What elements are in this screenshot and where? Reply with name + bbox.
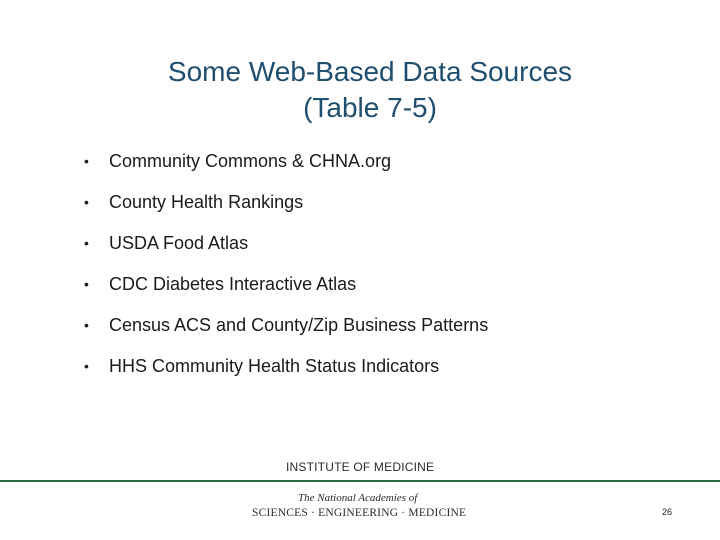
bullet-list (84, 146, 488, 392)
bullet-dot: • (84, 317, 89, 333)
bullet-dot: • (84, 235, 89, 251)
bullet-item (84, 351, 488, 392)
bullet-text: HHS Community Health Status Indicators (109, 356, 440, 376)
national-academies-logo-line-2: SCIENCES · ENGINEERING · MEDICINE (252, 507, 467, 519)
bullet-dot: • (84, 194, 89, 210)
title-line-2: (Table 7-5) (303, 92, 437, 123)
bullet-dot: • (84, 358, 89, 374)
institute-of-medicine-label: INSTITUTE OF MEDICINE (286, 460, 435, 474)
bullet-item (84, 269, 488, 310)
bullet-text: CDC Diabetes Interactive Atlas (109, 274, 357, 294)
bullet-text: Census ACS and County/Zip Business Patterns (109, 315, 489, 335)
footer-divider (0, 480, 720, 482)
slide-title (0, 54, 720, 126)
bullet-text: County Health Rankings (109, 192, 304, 212)
bullet-dot: • (84, 153, 89, 169)
bullet-item (84, 146, 488, 187)
bullet-item (84, 187, 488, 228)
bullet-text: USDA Food Atlas (109, 233, 249, 253)
title-line-1: Some Web-Based Data Sources (167, 56, 573, 87)
bullet-item (84, 228, 488, 269)
page-number: 26 (662, 507, 673, 517)
bullet-dot: • (84, 276, 89, 292)
national-academies-logo-line-1: The National Academies of (298, 492, 418, 504)
bullet-item (84, 310, 488, 351)
bullet-text: Community Commons & CHNA.org (109, 151, 392, 171)
